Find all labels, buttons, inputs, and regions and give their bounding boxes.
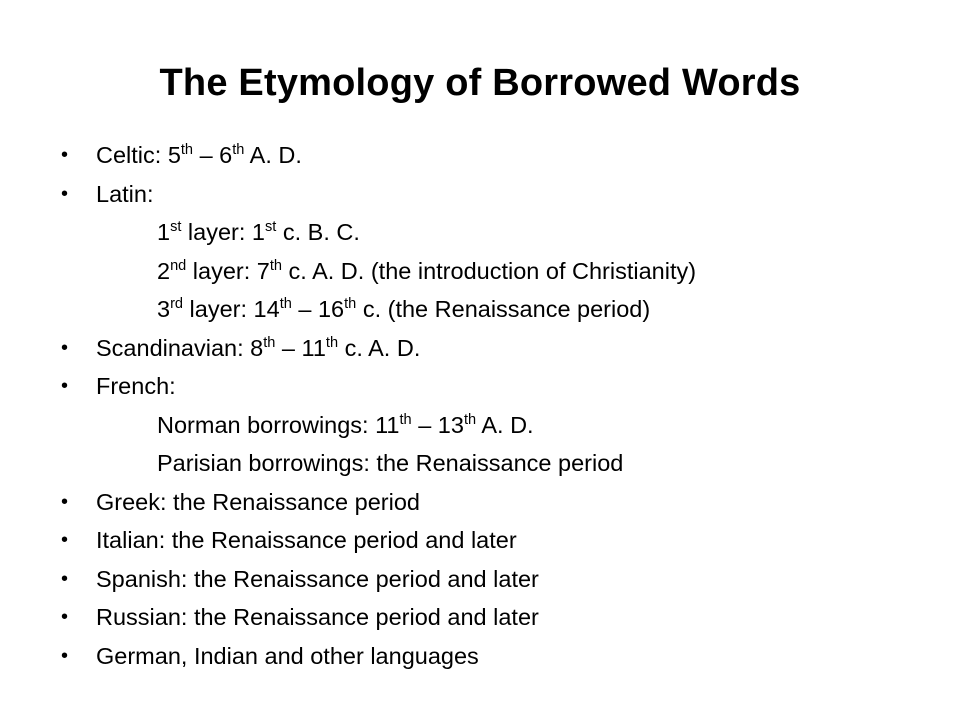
item-text: c. (the Renaissance period) (356, 296, 651, 322)
item-text: c. B. C. (276, 219, 360, 245)
ordinal-suffix: st (265, 219, 277, 236)
item-text: A. D. (476, 411, 534, 438)
bullet-item (60, 637, 940, 676)
bullet-item (60, 329, 940, 368)
slide-title: The Etymology of Borrowed Words (159, 62, 801, 104)
item-text: 2 (157, 257, 171, 284)
bullet-icon: • (61, 182, 69, 205)
ordinal-suffix: th (180, 142, 194, 159)
item-text: Spanish: the Renaissance period and later (96, 565, 539, 592)
bullet-item (60, 136, 940, 175)
item-text: layer: 7 (186, 257, 270, 284)
bullet-item (60, 598, 940, 637)
item-text: Greek: the Renaissance period (96, 488, 420, 515)
item-text: – 11 (275, 334, 326, 361)
item-text: Russian: the Renaissance period and later (96, 604, 539, 630)
item-text: c. A. D. (the introduction of Christianity) (282, 257, 697, 284)
bullet-icon: • (61, 529, 69, 551)
bullet-item (60, 175, 940, 214)
item-text: layer: 14 (183, 296, 280, 322)
ordinal-suffix: st (170, 219, 182, 236)
bullet-icon: • (61, 567, 69, 590)
ordinal-suffix: th (463, 411, 477, 428)
bullet-icon: • (61, 144, 69, 166)
slide-body (60, 136, 940, 675)
item-text: A. D. (244, 142, 302, 168)
bullet-item (60, 483, 940, 522)
item-text: Norman borrowings: 11 (157, 411, 400, 438)
sub-item (60, 406, 940, 445)
item-text: German, Indian and other languages (96, 642, 479, 669)
bullet-icon: • (61, 490, 69, 513)
bullet-item (60, 367, 940, 406)
bullet-item (60, 560, 940, 599)
item-text: Celtic: 5 (96, 142, 181, 168)
bullet-icon: • (61, 336, 69, 359)
item-text: c. A. D. (338, 334, 421, 361)
sub-item (60, 252, 940, 291)
item-text: Scandinavian: 8 (96, 334, 264, 361)
ordinal-suffix: th (279, 296, 292, 313)
sub-item (60, 290, 940, 329)
ordinal-suffix: th (344, 296, 357, 313)
item-text: 1 (157, 219, 171, 245)
ordinal-suffix: th (232, 142, 245, 159)
item-text: French: (96, 373, 176, 399)
ordinal-suffix: th (269, 257, 283, 274)
bullet-item (60, 521, 940, 560)
item-text: – 13 (411, 411, 464, 438)
bullet-icon: • (61, 644, 69, 667)
bullet-icon: • (61, 375, 69, 397)
ordinal-suffix: th (263, 334, 276, 351)
ordinal-suffix: rd (170, 296, 184, 313)
bullet-icon: • (61, 606, 69, 628)
item-text: layer: 1 (181, 219, 265, 245)
ordinal-suffix: th (325, 334, 339, 351)
ordinal-suffix: th (399, 411, 412, 428)
sub-item (60, 444, 940, 483)
item-text: – 16 (291, 296, 345, 322)
item-text: – 6 (193, 142, 233, 168)
sub-item (60, 213, 940, 252)
item-text: Parisian borrowings: the Renaissance period (157, 450, 624, 476)
item-text: Latin: (96, 180, 154, 207)
item-text: Italian: the Renaissance period and later (96, 527, 517, 553)
ordinal-suffix: nd (170, 257, 187, 274)
item-text: 3 (157, 296, 171, 322)
